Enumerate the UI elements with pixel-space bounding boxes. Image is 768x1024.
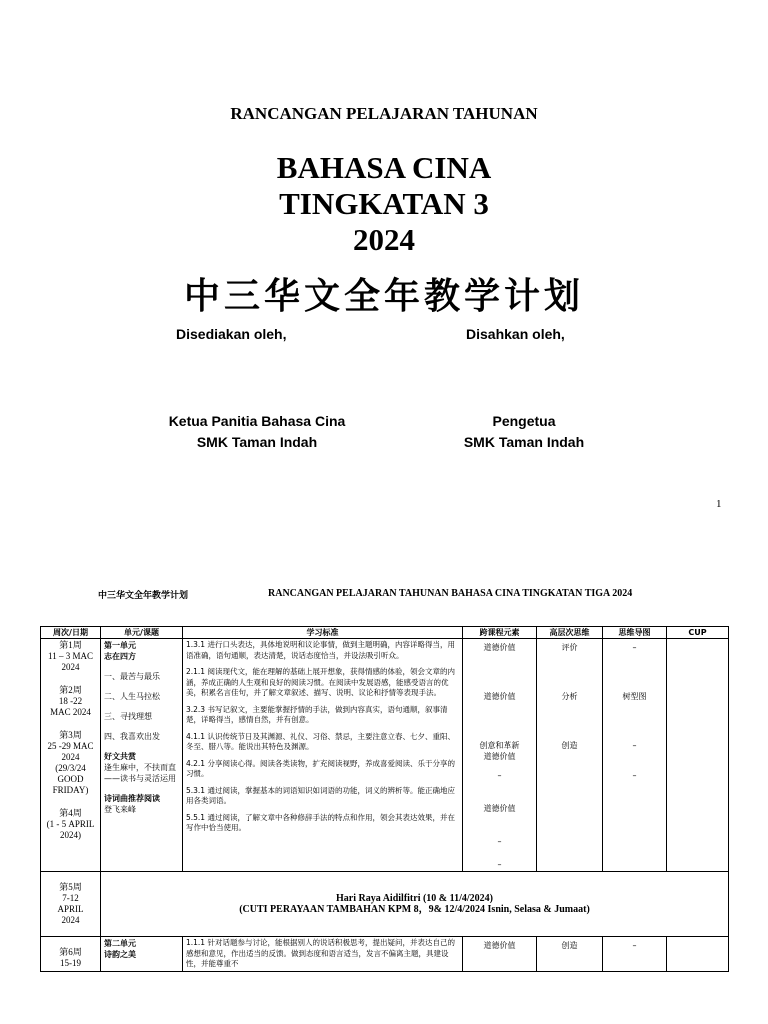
cross-cell (463, 937, 537, 972)
col-cup: CUP (667, 627, 729, 639)
col-hots: 高层次思维 (537, 627, 603, 639)
col-standard: 学习标准 (183, 627, 463, 639)
col-week: 周次/日期 (41, 627, 101, 639)
standard-item: 5.3.1 通过阅读，掌握基本的词语知识如词语的功能，词义的辨析等。能正确地应用各类词语。 (186, 785, 455, 805)
subject-line-2: TINGKATAN 3 (279, 186, 489, 221)
cross-item: 道德价值 (483, 692, 516, 701)
cross-cell (463, 639, 537, 872)
hots-item: 创造 (561, 941, 578, 950)
reading-title: 好文共赏 (104, 752, 136, 761)
week-6: 第6周 15-19 (41, 937, 101, 972)
week-3: 第3周 25 -29 MAC 2024 (29/3/24 GOOD FRIDAY) (47, 730, 94, 795)
header-chinese: 中三华文全年教学计划 (98, 591, 189, 601)
hots-cell (537, 639, 603, 872)
cross-item: – (497, 860, 502, 869)
cross-item: – (497, 837, 502, 846)
standards-cell (183, 639, 463, 872)
standards-cell (183, 937, 463, 972)
chinese-title: 中三华文全年教学计划 (183, 276, 584, 317)
topic-3: 三、寻找理想 (104, 712, 152, 721)
left-role: Ketua Panitia Bahasa Cina (168, 413, 346, 429)
table-header-row (41, 627, 729, 639)
subject-title (0, 150, 768, 258)
right-role: Pengetua (492, 413, 556, 429)
hots-item: 分析 (561, 692, 578, 701)
lesson-plan-table (40, 626, 729, 972)
standard-item: 1.1.1 针对话题参与讨论，能根据别人的说话积极思考，提出疑问，并表达自己的感想和意见，作出适当的反馈。做到态度和语言适当，发言不偏离主题，具建设性，并能尊重不 (186, 938, 455, 968)
map-cell (603, 937, 667, 972)
week-2: 第2周 18 -22 MAC 2024 (50, 685, 91, 717)
map-cell (603, 639, 667, 872)
holiday-line-2: (CUTI PERAYAAN TAMBAHAN KPM 8，9& 12/4/2024 Isnin, Selasa & Jumaat) (239, 904, 590, 915)
col-map: 思维导图 (603, 627, 667, 639)
cross-item: 创意和革新 道德价值 (479, 741, 520, 761)
hots-cell (537, 937, 603, 972)
standard-item: 1.3.1 进行口头表达，具体地说明和议论事情，做到主题明确，内容详略得当，用语准确，语句通顺，表达清楚，说话态度恰当，并设法吸引听众。 (186, 640, 455, 660)
topic-1: 一、最苦与最乐 (104, 672, 160, 681)
poem-text: 登飞来峰 (104, 805, 136, 814)
header-malay: RANCANGAN PELAJARAN TAHUNAN BAHASA CINA TINGKATAN TIGA 2024 (268, 588, 633, 599)
standard-item: 2.1.1 阅读现代文，能在理解的基础上展开想象，获得情感的体验，领会文章的内涵，养成正确的人生观和良好的阅读习惯。在阅读中发展语感，能感受语言的优美，积累名言佳句，并了解文章叙述、描写、说明、议论和抒情等表现手法。 (186, 667, 455, 697)
standard-item: 4.2.1 分享阅读心得。阅读各类读物，扩充阅读视野，养成喜爱阅读、乐于分享的习惯。 (186, 758, 455, 778)
week-5: 第5周 7-12 APRIL 2024 (41, 872, 101, 937)
unit-cell (101, 639, 183, 872)
standard-item: 3.2.3 书写记叙文，主要能掌握抒情的手法，做到内容真实，语句通顺，叙事清楚，详略得当，感情自然，并有创意。 (186, 704, 448, 724)
approved-by-label: Disahkan oleh, (466, 326, 565, 342)
table-row (41, 872, 729, 937)
plan-title: RANCANGAN PELAJARAN TAHUNAN (230, 104, 538, 123)
week-4: 第4周 (1 - 5 APRIL 2024) (46, 808, 95, 840)
cup-cell (667, 937, 729, 972)
table-row (41, 937, 729, 972)
map-item: – (632, 741, 637, 750)
left-school: SMK Taman Indah (196, 434, 318, 450)
map-item: – (632, 643, 637, 652)
hots-item: 创造 (561, 741, 578, 750)
topic-2: 二、人生马拉松 (104, 692, 160, 701)
unit-title: 第一单元 志在四方 (104, 641, 136, 661)
week-1: 第1周 11 – 3 MAC 2024 (48, 640, 93, 672)
hots-item: 评价 (561, 643, 578, 652)
subject-line-1: BAHASA CINA (276, 150, 492, 185)
map-item: – (632, 941, 637, 950)
cup-cell (667, 639, 729, 872)
holiday-line-1: Hari Raya Aidilfitri (10 & 11/4/2024) (336, 893, 493, 904)
cross-item: 道德价值 (483, 941, 516, 950)
page-number: 1 (716, 498, 722, 510)
standard-item: 4.1.1 认识传统节日及其渊源、礼仪、习俗、禁忌，主要注意立春、七夕、重阳、冬至、腊八等。能说出其特色及渊源。 (186, 731, 455, 751)
cross-item: 道德价值 (483, 643, 516, 652)
year: 2024 (353, 222, 415, 257)
col-unit: 单元/课题 (101, 627, 183, 639)
col-cross: 跨课程元素 (463, 627, 537, 639)
map-item: – (632, 771, 637, 780)
topic-4: 四、我喜欢出发 (104, 732, 160, 741)
holiday-cell (101, 872, 729, 937)
cross-item: 道德价值 (483, 804, 516, 813)
week-cell (41, 639, 101, 872)
unit-title: 第二单元 诗韵之美 (104, 939, 136, 959)
poem-title: 诗词曲推荐阅读 (104, 794, 160, 803)
standard-item: 5.5.1 通过阅读，了解文章中各种修辞手法的特点和作用，领会其表达效果，并在写作中恰当使用。 (186, 812, 455, 832)
map-item: 树型图 (622, 692, 647, 701)
unit-cell (101, 937, 183, 972)
table-row (41, 639, 729, 872)
right-school: SMK Taman Indah (463, 434, 585, 450)
prepared-by-label: Disediakan oleh, (176, 326, 287, 342)
reading-text: 逢生麻中，不扶而直——读书与灵活运用 (104, 763, 176, 783)
cross-item: – (497, 771, 502, 780)
